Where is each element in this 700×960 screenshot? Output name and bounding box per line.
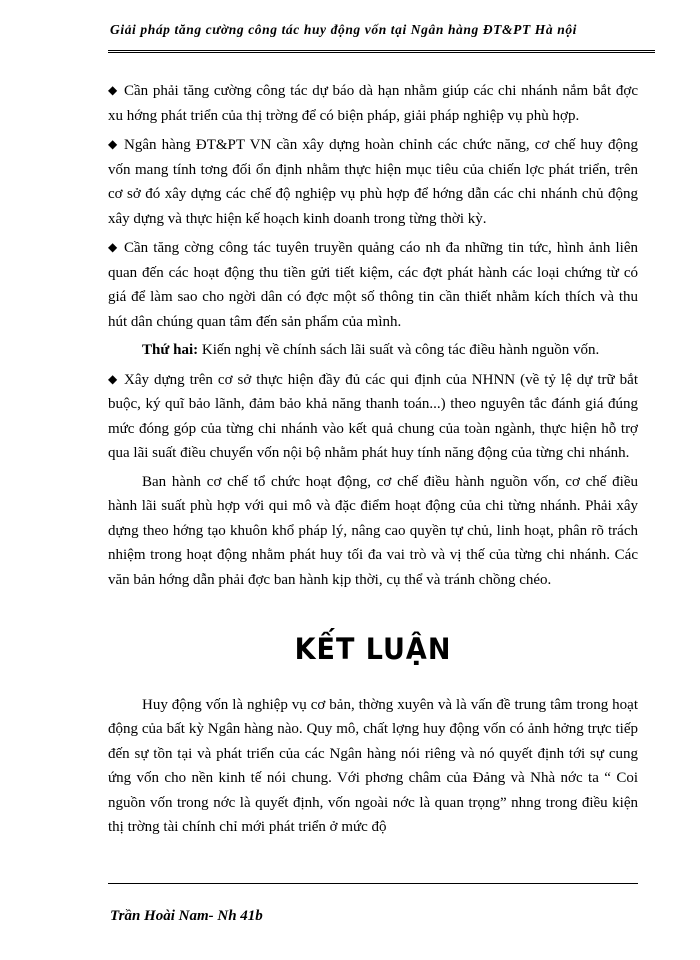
running-header: Giải pháp tăng cường công tác huy động vốn tại Ngân hàng ĐT&PT Hà nội [110, 22, 578, 37]
bullet-text-1: Cần phải tăng cường công tác dự báo dà hạn nhằm giúp các chi nhánh nắm bắt đợc xu hớng phát triển của thị trờng để có biện pháp, giải pháp nghiệp vụ phù hợp. [108, 83, 638, 124]
second-text: Kiến nghị về chính sách lãi suất và công tác điều hành nguồn vốn. [198, 342, 600, 358]
bullet-text-3: Cần tăng cờng công tác tuyên truyền quảng cáo nh đa những tin tức, hình ảnh liên quan đến các hoạt động thu tiền gửi tiết kiệm, các đợt phát hành các loại chứng từ có giá để làm sao cho ngời dân có đợc một số thông tin cần thiết nhằm kích thích và thu hút dân chúng quan tâm đến sản phẩm của mình. [108, 240, 638, 330]
bullet-paragraph-1 [108, 78, 638, 128]
bullet-paragraph-2 [108, 132, 638, 231]
conclusion-paragraph: Huy động vốn là nghiệp vụ cơ bản, thờng xuyên và là vấn đề trung tâm trong hoạt động của bất kỳ Ngân hàng nào. Quy mô, chất lợng huy động vốn có ảnh hởng trực tiếp đến sự tồn tại và phát triển của các Ngân hàng nói riêng và nó quyết định tới sự cung ứng vốn cho nền kinh tế nói chung. Với phơng châm của Đảng và Nhà nớc ta “ Coi nguồn vốn trong nớc là quyết định, vốn ngoài nớc là quan trọng” nhng trong điều kiện thị trờng tài chính chỉ mới phát triển ở mức độ [108, 696, 638, 835]
diamond-bullet-icon: ◆ [108, 371, 118, 386]
footer-rule [108, 883, 638, 884]
header-rule [108, 50, 655, 53]
page-content [108, 78, 638, 844]
bullet-paragraph-4 [108, 367, 638, 466]
conclusion-title: KẾT LUẬN [294, 632, 452, 667]
footer-author: Trần Hoài Nam- Nh 41b [110, 908, 263, 924]
bullet-text-2: Ngân hàng ĐT&PT VN cần xây dựng hoàn chỉnh các chức năng, cơ chế huy động vốn mang tính tơng đối ổn định nhằm thực hiện mục tiêu của chiến lợc phát triển, trên cơ sở đó xây dựng các chế độ nghiệp vụ phù hợp để hớng dẫn các chi nhánh chủ động xây dựng và thực hiện kế hoạch kinh doanh trong từng thời kỳ. [108, 137, 638, 227]
second-recommendation [108, 338, 638, 363]
diamond-bullet-icon: ◆ [108, 137, 118, 151]
diamond-bullet-icon: ◆ [108, 240, 118, 254]
second-label: Thứ hai: [142, 342, 199, 358]
diamond-bullet-icon: ◆ [108, 83, 118, 97]
bullet-paragraph-3 [108, 235, 638, 334]
bullet-text-4: Xây dựng trên cơ sở thực hiện đầy đủ các qui định của NHNN (về tỷ lệ dự trữ bắt buộc, ký quĩ bảo lãnh, đảm bảo khả năng thanh toán...) theo nguyên tắc đánh giá đúng mức đóng góp của từng chi nhánh vào kết quả chung của toàn ngành, thực hiện hỗ trợ qua lãi suất điều chuyển vốn nội bộ nhằm phát huy tính năng động của từng chi nhánh. [108, 371, 638, 461]
paragraph-1: Ban hành cơ chế tổ chức hoạt động, cơ chế điều hành nguồn vốn, cơ chế điều hành lãi suất phù hợp với qui mô và đặc điểm hoạt động của chi từng nhánh. Phải xây dựng theo hớng tạo khuôn khổ pháp lý, nâng cao quyền tự chủ, linh hoạt, phân rõ trách nhiệm trong hoạt động nhằm phát huy tối đa vai trò và vị thế của từng chi nhánh. Các văn bản hớng dẫn phải đợc ban hành kịp thời, cụ thể và tránh chồng chéo. [108, 473, 638, 588]
